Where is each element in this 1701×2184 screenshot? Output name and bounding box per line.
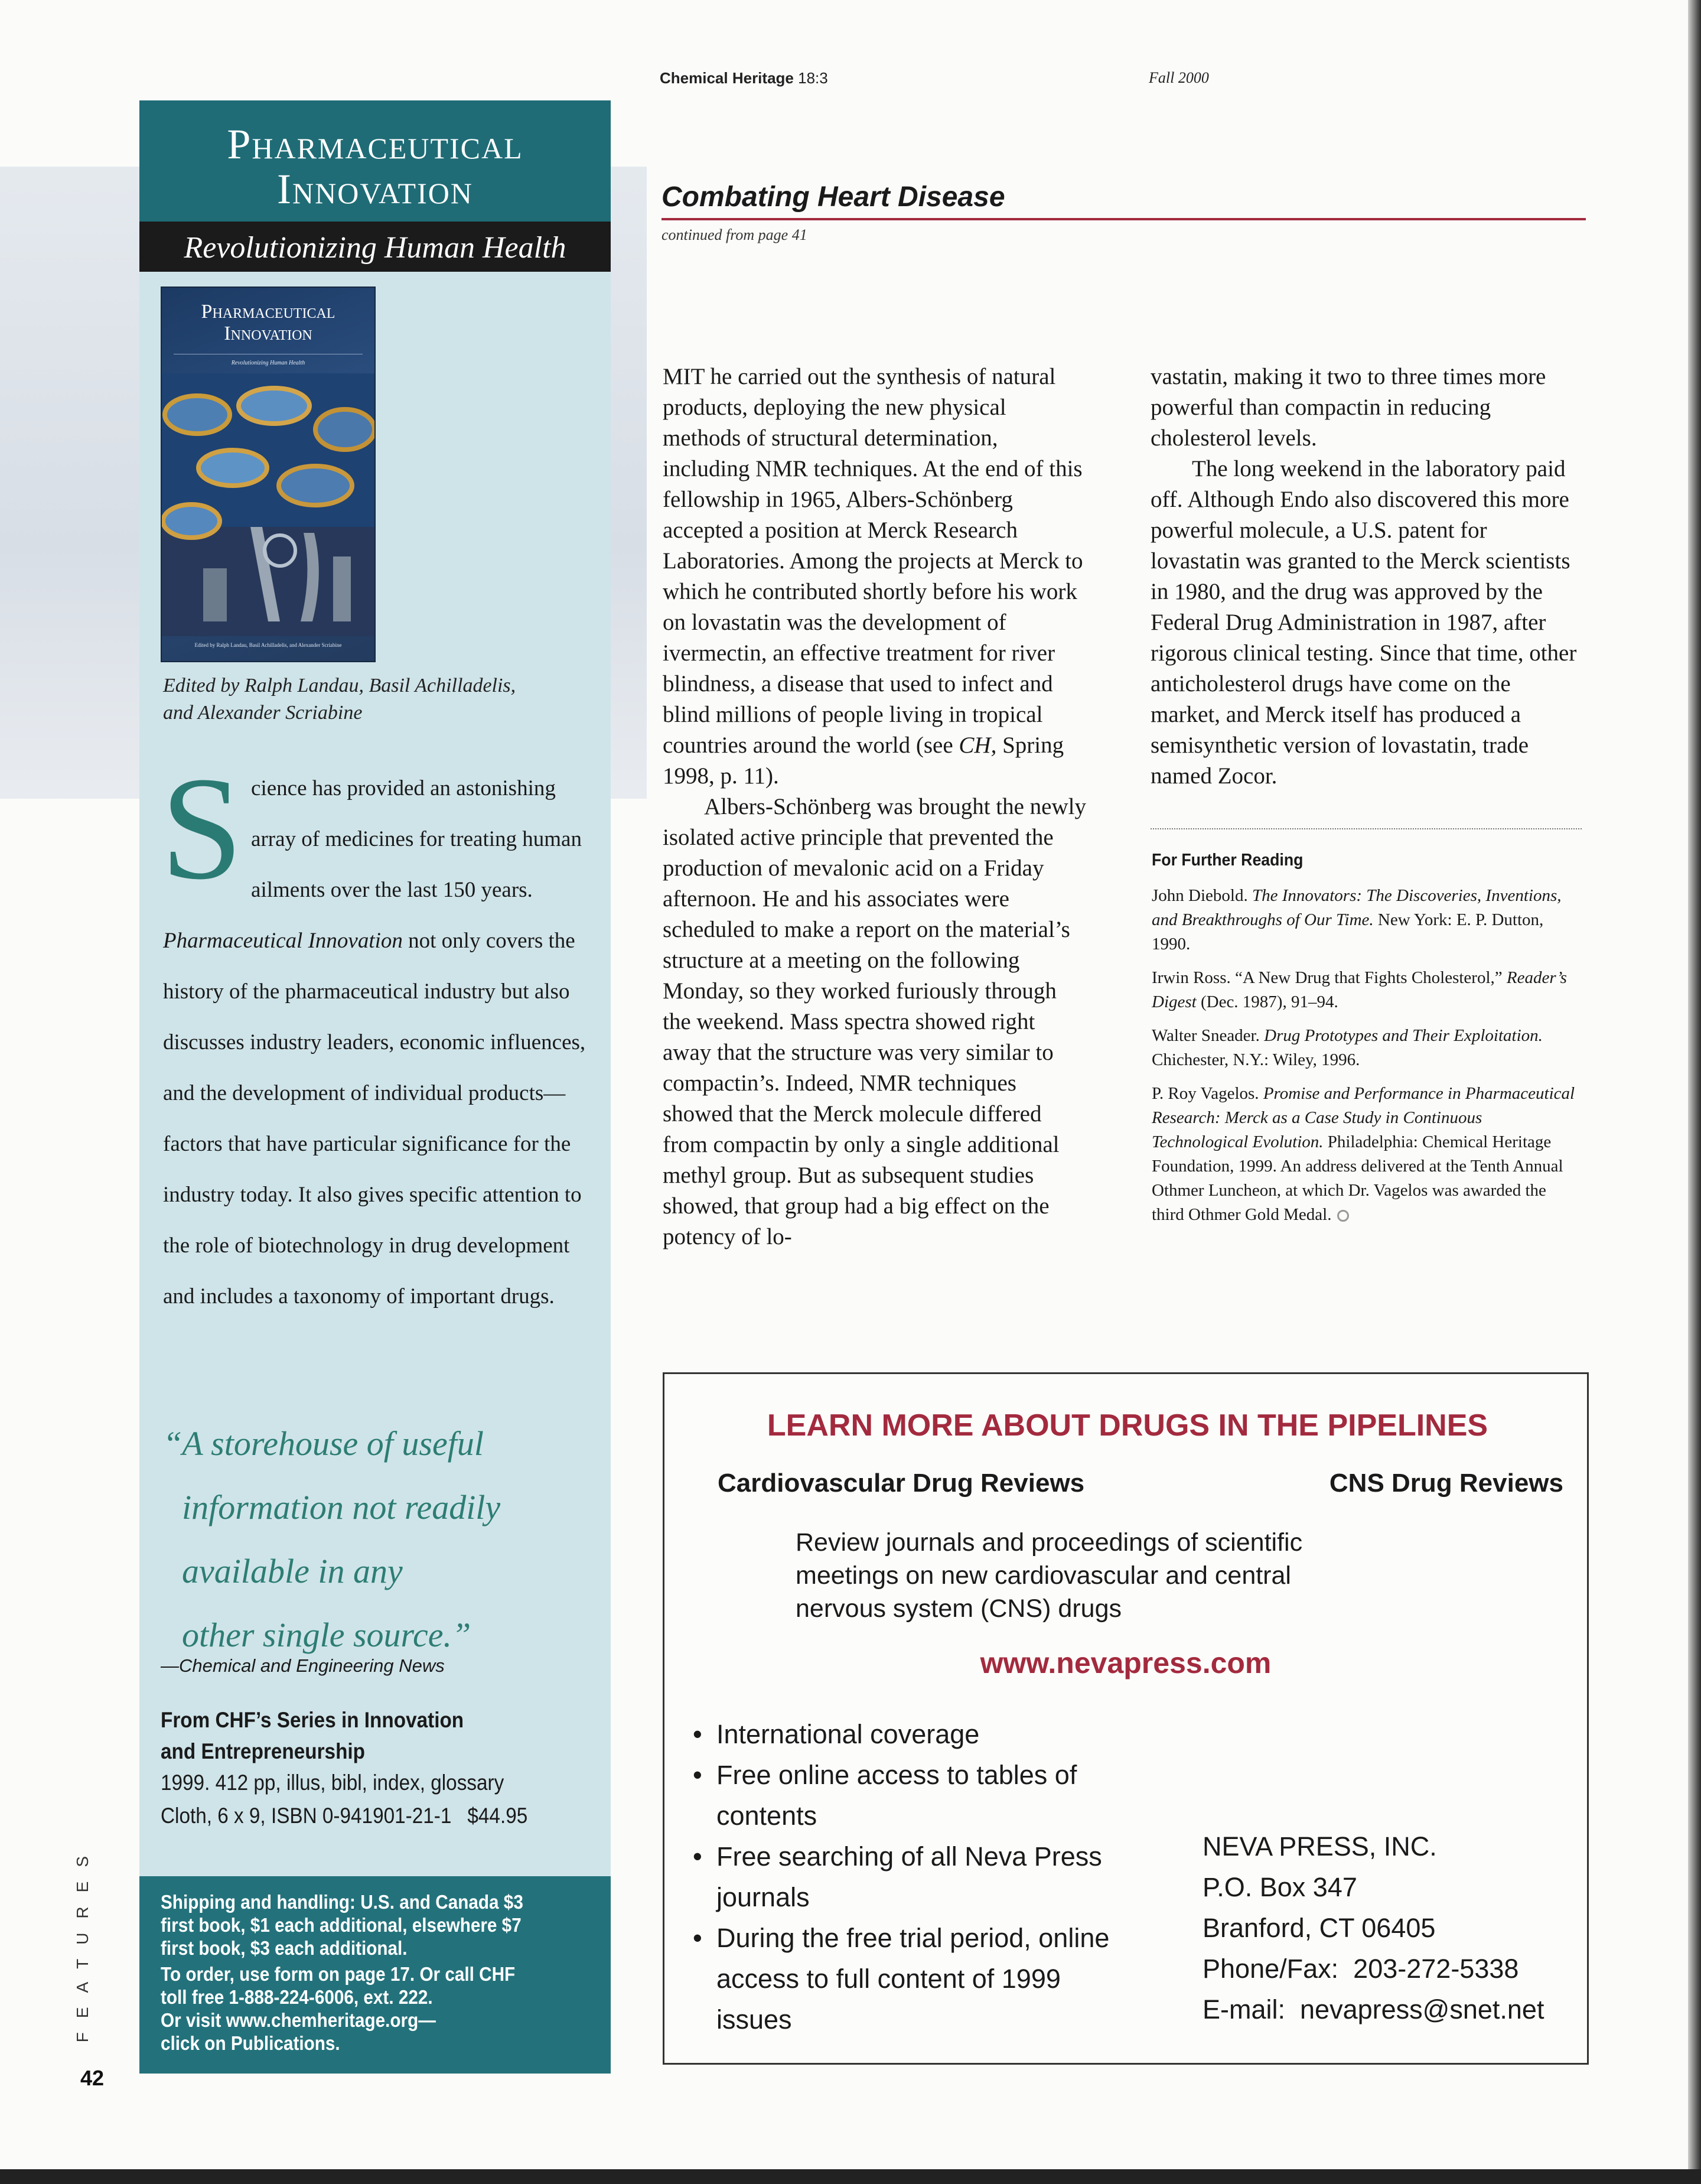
address-city: Branford, CT 06405 [1203,1913,1436,1943]
article-paragraph: Albers-Schönberg was brought the newly isolated active principle that prevented the production of mevalonic acid on a Friday afternoon. He and his associates were scheduled to make a report on the material’s structure at a meeting on the following Monday, so they worked furiously through the weekend. Mass spectra showed right away that the structure was very similar to compactin’s. Indeed, NMR techniques showed that the Merck molecule differed from compactin by only a single additional methyl group. But as subsequent studies showed, that group had a big effect on the potency of lo- [663,794,1086,1249]
title-rule [662,218,1586,220]
reference-author: Irwin Ross. “A New Drug that Fights Cholesterol,” [1152,968,1503,987]
book-cover-title-line1: Pharmaceutical [201,301,335,323]
shipping-line3: first book, $3 each additional. [161,1937,408,1959]
journal-name-cardio: Cardiovascular Drug Reviews [718,1469,1085,1498]
reference-author: John Diebold. [1152,886,1248,905]
address-name: NEVA PRESS, INC. [1203,1831,1437,1861]
further-reading-list [1152,884,1582,1236]
ad-title-line1: Pharmaceutical [227,121,523,168]
article-title: Combating Heart Disease [662,181,1005,213]
running-header [660,69,828,87]
reference-author: P. Roy Vagelos. [1152,1084,1259,1103]
journal-reference: CH, [959,733,997,758]
reference-title: Drug Prototypes and Their Exploitation. [1264,1026,1543,1045]
phone-number: 203-272-5338 [1353,1954,1519,1984]
drop-cap: S [161,747,243,910]
quote-line3: available in any [182,1552,403,1590]
neva-description [796,1526,1416,1625]
book-title-inline: Pharmaceutical Innovation [163,929,403,953]
journal-name-cns: CNS Drug Reviews [1329,1469,1563,1498]
issue-number: 18:3 [798,69,828,87]
reference-item [1152,884,1582,956]
journal-name: Chemical Heritage [660,69,794,87]
ad-title [139,122,611,211]
book-cover-image [161,287,376,662]
article-paragraph [663,362,1088,792]
quote-attribution: —Chemical and Engineering News [161,1655,445,1676]
quote-line1: “A storehouse of useful [163,1424,484,1463]
book-description-part1: cience has provided an astonishing array of medicines for treating human ailments over the last 150 years. [251,776,582,902]
quote-line2: information not readily [182,1488,501,1526]
book-cover-title-line2: Innovation [224,323,312,344]
book-price: $44.95 [467,1804,528,1828]
book-cover-editors: Edited by Ralph Landau, Basil Achilladelis, and Alexander Scriabine [194,642,342,648]
ad-subtitle: Revolutionizing Human Health [184,231,566,265]
book-cover-title [162,301,374,344]
article-column-1 [663,362,1088,1252]
book-series-line2: and Entrepreneurship [161,1739,366,1763]
neva-description-line2: meetings on new cardiovascular and central [796,1561,1291,1590]
reference-publisher: Philadelphia: Chemical Heritage Foundation, 1999. An address delivered at the Tenth Annual Othmer Luncheon, at which Dr. Vagelos was awarded the third Othmer Gold Medal. [1152,1132,1563,1224]
email-label: E-mail: [1203,1994,1286,2024]
book-series [161,1704,554,1767]
book-cover-subtitle: Revolutionizing Human Health [231,360,305,366]
book-editors-line2: and Alexander Scriabine [163,702,363,724]
neva-address [1203,1826,1569,2030]
order-line1: To order, use form on page 17. Or call CHF [161,1963,516,1985]
issue-season: Fall 2000 [1149,69,1209,86]
reference-title: Reader’s Digest [1152,968,1567,1011]
order-line3: Or visit www.chemheritage.org— [161,2009,436,2031]
reference-title: Promise and Performance in Pharmaceutical Research: Merck as a Case Study in Continuous Technological Evolution. [1152,1084,1575,1151]
list-item: • International coverage [693,1714,1118,1755]
scan-bottom-border [0,2169,1701,2184]
neva-feature-list [693,1714,1118,2040]
continued-note: continued from page 41 [662,226,807,243]
end-mark-icon [1337,1210,1349,1222]
shipping-line1: Shipping and handling: U.S. and Canada $3 [161,1891,523,1913]
section-label: FEATURES [73,1842,92,2043]
reference-item [1152,1082,1582,1227]
book-details-line2: Cloth, 6 x 9, ISBN 0-941901-21-1 [161,1804,452,1828]
book-editors [163,672,588,727]
col1-p1-end: Spring 1998, p. 11). [663,733,1064,789]
book-details-line1: 1999. 412 pp, illus, bibl, index, glossary [161,1770,504,1795]
order-line2: toll free 1-888-224-6006, ext. 222. [161,1986,433,2008]
article-paragraph: vastatin, making it two to three times more powerful than compactin in reducing cholesterol levels. [1151,364,1546,451]
reference-publisher: New York: E. P. Dutton, 1990. [1152,910,1544,953]
col1-p1-text: MIT he carried out the synthesis of natural products, deploying the new physical methods of structural determination, including NMR techniques. At the end of this fellowship in 1965, Albers-Schönberg accepted a position at Merck Research Laboratories. Among the projects at Merck to which he contributed shortly before his work on lovastatin was the development of ivermectin, an effective treatment for river blindness, a disease that used to infect and blind millions of people living in tropical countries around the world (see [663,364,1083,758]
book-editors-line1: Edited by Ralph Landau, Basil Achilladelis, [163,675,516,696]
further-reading-heading: For Further Reading [1152,851,1304,870]
book-series-line1: From CHF’s Series in Innovation [161,1708,464,1732]
list-item: • Free searching of all Neva Press journals [693,1836,1118,1918]
article-paragraph: The long weekend in the laboratory paid off. Although Endo also discovered this more powerful molecule, a U.S. patent for lovastatin was granted to the Merck scientists in 1980, and the drug was approved by the Federal Drug Administration in 1987, after rigorous clinical testing. Since that time, other anticholesterol drugs have come on the market, and Merck itself has produced a semisynthetic version of lovastatin, trade named Zocor. [1151,456,1577,789]
reference-item [1152,966,1582,1014]
reference-title: The Innovators: The Discoveries, Inventions, and Breakthroughs of Our Time. [1152,886,1562,929]
shipping-info [161,1890,565,1960]
reference-author: Walter Sneader. [1152,1026,1260,1045]
review-quote [163,1412,594,1667]
shipping-line2: first book, $1 each additional, elsewhere $7 [161,1914,522,1936]
quote-line4: other single source.” [182,1616,471,1654]
neva-website-link[interactable]: www.nevapress.com [980,1646,1272,1680]
page-number: 42 [80,2066,105,2090]
address-box: P.O. Box 347 [1203,1872,1357,1902]
list-item: • During the free trial period, online access to full content of 1999 issues [693,1918,1118,2040]
book-description-part2: not only covers the history of the pharmaceutical industry but also discusses industry leaders, economic influences, and the development of individual products—factors that have particular significance for the industry today. It also gives specific attention to the role of biotechnology in drug development and includes a taxonomy of important drugs. [163,929,586,1309]
book-details [161,1766,565,1833]
book-cover-artwork [162,373,374,636]
page-edge-shadow [1688,0,1701,2184]
order-info [161,1962,565,2055]
reference-publisher: (Dec. 1987), 91–94. [1200,992,1338,1011]
ad-title-line2: Innovation [277,165,473,213]
order-line4: click on Publications. [161,2032,340,2054]
book-description [161,747,588,1322]
further-reading-rule [1151,828,1582,829]
article-column-2 [1151,362,1582,792]
reference-publisher: Chichester, N.Y.: Wiley, 1996. [1152,1050,1360,1069]
neva-description-line3: nervous system (CNS) drugs [796,1594,1122,1623]
phone-label: Phone/Fax: [1203,1954,1339,1984]
reference-item [1152,1024,1582,1072]
neva-press-advertisement [663,1372,1589,2065]
neva-description-line1: Review journals and proceedings of scientific [796,1528,1303,1557]
list-item: • Free online access to tables of contents [693,1755,1118,1836]
neva-headline: LEARN MORE ABOUT DRUGS IN THE PIPELINES [767,1408,1488,1443]
email-address[interactable]: nevapress@snet.net [1300,1994,1544,2024]
